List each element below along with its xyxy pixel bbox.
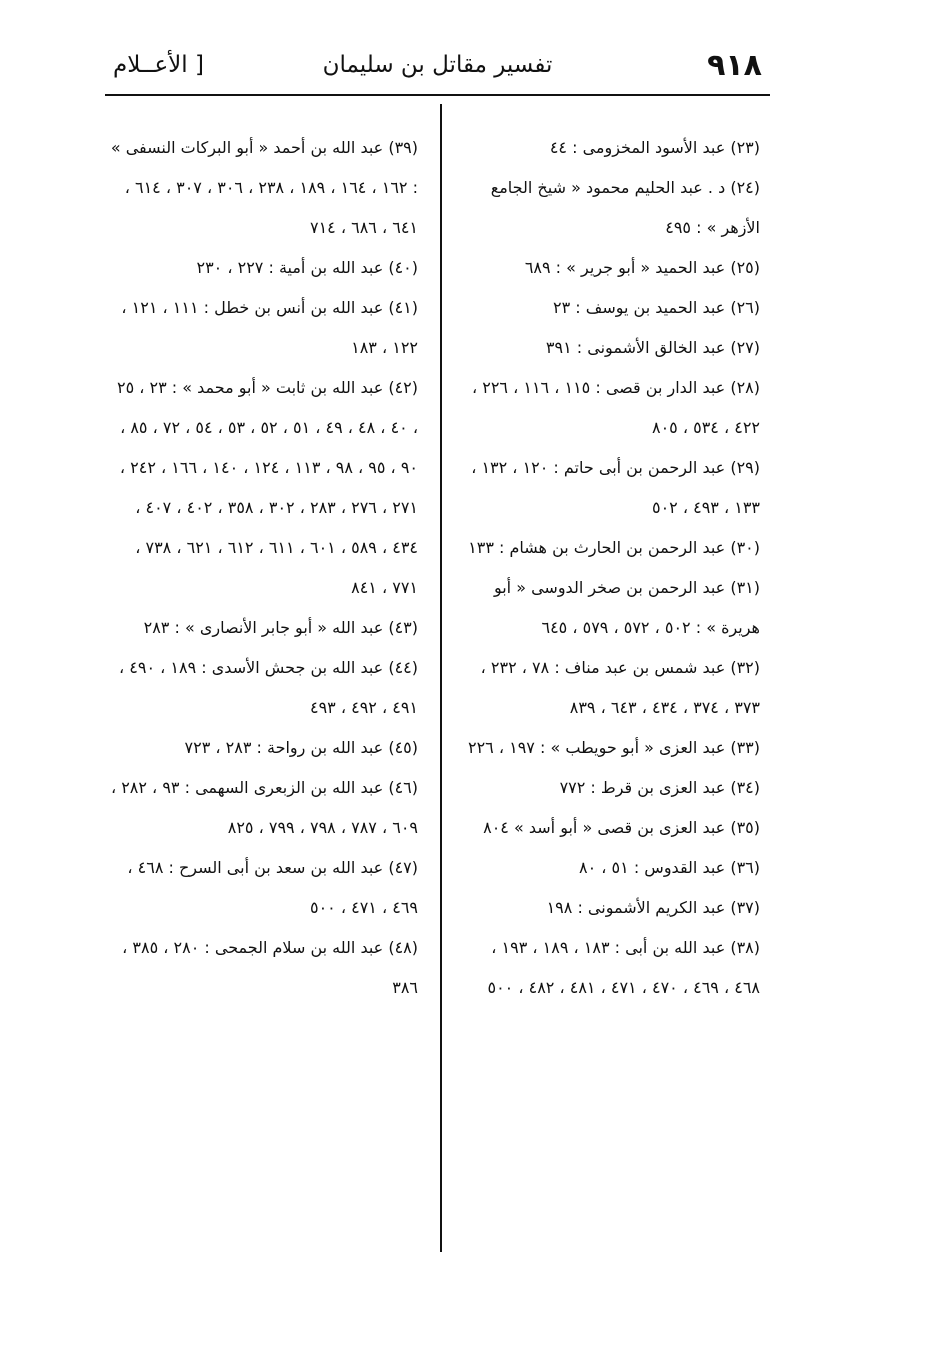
page-number: ٩١٨ bbox=[707, 48, 762, 83]
index-entry: (٣٣) عبد العزى « أبو حويطب » : ١٩٧ ، ٢٢٦ bbox=[467, 738, 760, 757]
index-entry: (٢٧) عبد الخالق الأشمونى : ٣٩١ bbox=[545, 338, 760, 357]
index-entry: (٢٥) عبد الحميد « أبو جرير » : ٦٨٩ bbox=[524, 258, 760, 277]
book-title: تفسير مقاتل بن سليمان bbox=[322, 52, 553, 78]
index-entry: (٤٧) عبد الله بن سعد بن أبى السرح : ٤٦٨ ، ٤٦٩ ، ٤٧١ ، ٥٠٠ bbox=[127, 858, 418, 917]
index-entry: (٤٠) عبد الله بن أمية : ٢٢٧ ، ٢٣٠ bbox=[196, 258, 418, 277]
index-entry: (٢٨) عبد الدار بن قصى : ١١٥ ، ١١٦ ، ٢٢٦ ، ٤٢٢ ، ٥٣٤ ، ٨٠٥ bbox=[471, 378, 760, 437]
left-column bbox=[108, 128, 418, 1008]
index-entry: (٤٣) عبد الله « أبو جابر الأنصارى » : ٢٨٣ bbox=[143, 618, 418, 637]
index-entry: (٣٠) عبد الرحمن بن الحارث بن هشام : ١٣٣ bbox=[468, 538, 760, 557]
index-entry: (٣٩) عبد الله بن أحمد « أبو البركات النسفى » : ١٦٢ ، ١٦٤ ، ١٨٩ ، ٢٣٨ ، ٣٠٦ ، ٣٠٧ ، ٦١٤ ، ٦٤١ ، ٦٨٦ ، ٧١٤ bbox=[110, 138, 418, 237]
index-entry: (٤٨) عبد الله بن سلام الجمحى : ٢٨٠ ، ٣٨٥ ، ٣٨٦ bbox=[122, 938, 418, 997]
index-entry: (٢٩) عبد الرحمن بن أبى حاتم : ١٢٠ ، ١٣٢ ، ١٣٣ ، ٤٩٣ ، ٥٠٢ bbox=[471, 458, 760, 517]
index-entry: (٣٧) عبد الكريم الأشمونى : ١٩٨ bbox=[546, 898, 760, 917]
section-title: [ الأعــلام bbox=[113, 52, 204, 78]
index-entry: (٤١) عبد الله بن أنس بن خطل : ١١١ ، ١٢١ ، ١٢٢ ، ١٨٣ bbox=[121, 298, 418, 357]
index-entry: (٣٤) عبد العزى بن قرط : ٧٧٢ bbox=[559, 778, 760, 797]
index-entry: (٣٥) عبد العزى بن قصى « أبو أسد » ٨٠٤ bbox=[483, 818, 760, 837]
index-entry: (٢٦) عبد الحميد بن يوسف : ٢٣ bbox=[553, 298, 760, 317]
index-entry: (٣٦) عبد القدوس : ٥١ ، ٨٠ bbox=[579, 858, 760, 877]
index-entry: (٢٣) عبد الأسود المخزومى : ٤٤ bbox=[549, 138, 760, 157]
index-entry: (٢٤) د . عبد الحليم محمود « شيخ الجامع الأزهر » : ٤٩٥ bbox=[490, 178, 760, 237]
index-entry: (٤٤) عبد الله بن جحش الأسدى : ١٨٩ ، ٤٩٠ ، ٤٩١ ، ٤٩٢ ، ٤٩٣ bbox=[119, 658, 418, 717]
index-entry: (٣١) عبد الرحمن بن صخر الدوسى « أبو هريرة » : ٥٠٢ ، ٥٧٢ ، ٥٧٩ ، ٦٤٥ bbox=[493, 578, 760, 637]
index-entry: (٣٨) عبد الله بن أبى : ١٨٣ ، ١٨٩ ، ١٩٣ ، ٤٦٨ ، ٤٦٩ ، ٤٧٠ ، ٤٧١ ، ٤٨١ ، ٤٨٢ ، ٥٠٠ bbox=[487, 938, 760, 997]
column-divider bbox=[440, 104, 442, 1252]
index-entry: (٤٦) عبد الله بن الزبعرى السهمى : ٩٣ ، ٢٨٢ ، ٦٠٩ ، ٧٨٧ ، ٧٩٨ ، ٧٩٩ ، ٨٢٥ bbox=[110, 778, 418, 837]
header-rule bbox=[105, 94, 770, 96]
index-entry: (٣٢) عبد شمس بن عبد مناف : ٧٨ ، ٢٣٢ ، ٣٧٣ ، ٣٧٤ ، ٤٣٤ ، ٦٤٣ ، ٨٣٩ bbox=[480, 658, 760, 717]
index-entry: (٤٢) عبد الله بن ثابت « أبو محمد » : ٢٣ ، ٢٥ ، ٤٠ ، ٤٨ ، ٤٩ ، ٥١ ، ٥٢ ، ٥٣ ، ٥٤ ، ٧٢ ، ٨٥ ، ٩٠ ، ٩٥ ، ٩٨ ، ١١٣ ، ١٢٤ ، ١٤٠ ، ١٦٦ ، ٢٤٢ ، ٢٧١ ، ٢٧٦ ، ٢٨٣ ، ٣٠٢ ، ٣٥٨ ، ٤٠٢ ، ٤٠٧ ، ٤٣٤ ، ٥٨٩ ، ٦٠١ ، ٦١١ ، ٦١٢ ، ٦٢١ ، ٧٣٨ ، ٧٧١ ، ٨٤١ bbox=[116, 378, 418, 597]
page-header bbox=[105, 46, 770, 92]
right-column bbox=[462, 128, 760, 1008]
index-entry: (٤٥) عبد الله بن رواحة : ٢٨٣ ، ٧٢٣ bbox=[184, 738, 418, 757]
